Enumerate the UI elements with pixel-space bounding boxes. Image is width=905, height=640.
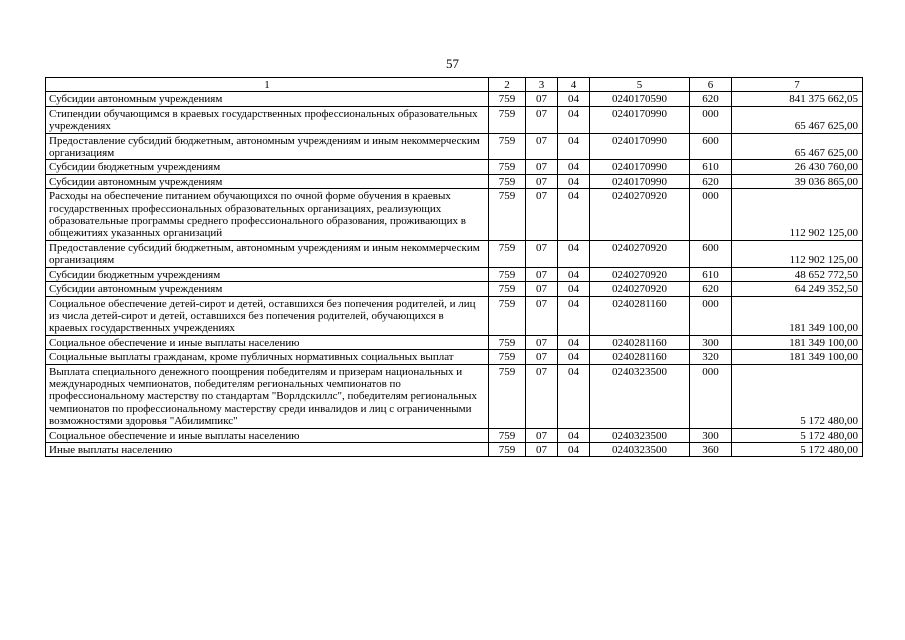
header-cell: 4 bbox=[558, 78, 590, 92]
description-cell: Расходы на обеспечение питанием обучающихся по очной форме обучения в краевых государственных профессиональных образовательных организациях, реализующих образовательные программы среднего профессионального образования, проживающих в общежитиях указанных организаций bbox=[46, 189, 489, 241]
target-article-cell: 0240281160 bbox=[590, 350, 690, 364]
table-row bbox=[46, 240, 863, 267]
description-cell: Социальное обеспечение и иные выплаты населению bbox=[46, 335, 489, 349]
subsection-cell: 04 bbox=[558, 350, 590, 364]
chapter-cell: 759 bbox=[489, 92, 526, 106]
subsection-cell: 04 bbox=[558, 442, 590, 456]
expense-type-cell: 360 bbox=[690, 442, 732, 456]
table-row bbox=[46, 92, 863, 106]
target-article-cell: 0240323500 bbox=[590, 442, 690, 456]
table-row bbox=[46, 174, 863, 188]
header-cell: 7 bbox=[732, 78, 863, 92]
amount-cell: 39 036 865,00 bbox=[732, 174, 863, 188]
table-row bbox=[46, 364, 863, 428]
chapter-cell: 759 bbox=[489, 160, 526, 174]
section-cell: 07 bbox=[526, 189, 558, 241]
section-cell: 07 bbox=[526, 267, 558, 281]
section-cell: 07 bbox=[526, 350, 558, 364]
section-cell: 07 bbox=[526, 106, 558, 133]
expense-type-cell: 000 bbox=[690, 106, 732, 133]
chapter-cell: 759 bbox=[489, 282, 526, 296]
subsection-cell: 04 bbox=[558, 240, 590, 267]
amount-cell: 26 430 760,00 bbox=[732, 160, 863, 174]
amount-cell: 841 375 662,05 bbox=[732, 92, 863, 106]
subsection-cell: 04 bbox=[558, 160, 590, 174]
header-cell: 3 bbox=[526, 78, 558, 92]
table-header-row bbox=[46, 78, 863, 92]
target-article-cell: 0240281160 bbox=[590, 296, 690, 335]
section-cell: 07 bbox=[526, 282, 558, 296]
chapter-cell: 759 bbox=[489, 442, 526, 456]
description-cell: Предоставление субсидий бюджетным, автономным учреждениям и иным некоммерческим организациям bbox=[46, 240, 489, 267]
target-article-cell: 0240170990 bbox=[590, 174, 690, 188]
amount-cell: 48 652 772,50 bbox=[732, 267, 863, 281]
target-article-cell: 0240170990 bbox=[590, 160, 690, 174]
table-row bbox=[46, 106, 863, 133]
amount-cell: 5 172 480,00 bbox=[732, 442, 863, 456]
budget-table bbox=[45, 77, 863, 457]
table-row bbox=[46, 296, 863, 335]
amount-cell: 181 349 100,00 bbox=[732, 335, 863, 349]
chapter-cell: 759 bbox=[489, 267, 526, 281]
subsection-cell: 04 bbox=[558, 189, 590, 241]
header-cell: 2 bbox=[489, 78, 526, 92]
expense-type-cell: 610 bbox=[690, 267, 732, 281]
section-cell: 07 bbox=[526, 296, 558, 335]
chapter-cell: 759 bbox=[489, 364, 526, 428]
section-cell: 07 bbox=[526, 240, 558, 267]
target-article-cell: 0240270920 bbox=[590, 189, 690, 241]
target-article-cell: 0240323500 bbox=[590, 428, 690, 442]
subsection-cell: 04 bbox=[558, 282, 590, 296]
chapter-cell: 759 bbox=[489, 174, 526, 188]
subsection-cell: 04 bbox=[558, 133, 590, 160]
description-cell: Стипендии обучающимся в краевых государственных профессиональных образовательных учреждениях bbox=[46, 106, 489, 133]
table-row bbox=[46, 267, 863, 281]
section-cell: 07 bbox=[526, 442, 558, 456]
target-article-cell: 0240323500 bbox=[590, 364, 690, 428]
subsection-cell: 04 bbox=[558, 267, 590, 281]
section-cell: 07 bbox=[526, 92, 558, 106]
expense-type-cell: 000 bbox=[690, 296, 732, 335]
page-number: 57 bbox=[446, 56, 459, 71]
section-cell: 07 bbox=[526, 160, 558, 174]
table-row bbox=[46, 335, 863, 349]
table-row bbox=[46, 428, 863, 442]
target-article-cell: 0240170990 bbox=[590, 133, 690, 160]
target-article-cell: 0240170990 bbox=[590, 106, 690, 133]
amount-cell: 112 902 125,00 bbox=[732, 240, 863, 267]
header-cell: 6 bbox=[690, 78, 732, 92]
description-cell: Выплата специального денежного поощрения победителям и призерам национальных и международных чемпионатов, победителям региональных чемпионатов по профессиональному мастерству по стандартам "Ворлдскиллс", победителям региональных чемпионатов по профессиональному мастерству среди инвалидов и лиц с ограниченными возможностями здоровья "Абилимпикс" bbox=[46, 364, 489, 428]
chapter-cell: 759 bbox=[489, 296, 526, 335]
table-row bbox=[46, 442, 863, 456]
subsection-cell: 04 bbox=[558, 106, 590, 133]
expense-type-cell: 300 bbox=[690, 335, 732, 349]
table-row bbox=[46, 350, 863, 364]
subsection-cell: 04 bbox=[558, 174, 590, 188]
table-row bbox=[46, 189, 863, 241]
amount-cell: 5 172 480,00 bbox=[732, 364, 863, 428]
chapter-cell: 759 bbox=[489, 350, 526, 364]
target-article-cell: 0240270920 bbox=[590, 267, 690, 281]
description-cell: Субсидии автономным учреждениям bbox=[46, 174, 489, 188]
expense-type-cell: 320 bbox=[690, 350, 732, 364]
expense-type-cell: 600 bbox=[690, 133, 732, 160]
table-row bbox=[46, 160, 863, 174]
section-cell: 07 bbox=[526, 428, 558, 442]
subsection-cell: 04 bbox=[558, 92, 590, 106]
expense-type-cell: 620 bbox=[690, 174, 732, 188]
subsection-cell: 04 bbox=[558, 296, 590, 335]
subsection-cell: 04 bbox=[558, 335, 590, 349]
description-cell: Иные выплаты населению bbox=[46, 442, 489, 456]
description-cell: Субсидии автономным учреждениям bbox=[46, 282, 489, 296]
target-article-cell: 0240170590 bbox=[590, 92, 690, 106]
expense-type-cell: 620 bbox=[690, 92, 732, 106]
description-cell: Субсидии бюджетным учреждениям bbox=[46, 160, 489, 174]
expense-type-cell: 300 bbox=[690, 428, 732, 442]
amount-cell: 112 902 125,00 bbox=[732, 189, 863, 241]
amount-cell: 181 349 100,00 bbox=[732, 350, 863, 364]
table-row bbox=[46, 282, 863, 296]
amount-cell: 181 349 100,00 bbox=[732, 296, 863, 335]
header-cell: 5 bbox=[590, 78, 690, 92]
expense-type-cell: 620 bbox=[690, 282, 732, 296]
section-cell: 07 bbox=[526, 174, 558, 188]
header-cell: 1 bbox=[46, 78, 489, 92]
expense-type-cell: 610 bbox=[690, 160, 732, 174]
expense-type-cell: 000 bbox=[690, 364, 732, 428]
section-cell: 07 bbox=[526, 364, 558, 428]
amount-cell: 65 467 625,00 bbox=[732, 106, 863, 133]
chapter-cell: 759 bbox=[489, 106, 526, 133]
section-cell: 07 bbox=[526, 335, 558, 349]
chapter-cell: 759 bbox=[489, 240, 526, 267]
description-cell: Социальное обеспечение детей-сирот и детей, оставшихся без попечения родителей, и лиц из числа детей-сирот и детей, оставшихся без попечения родителей, обучающихся в краевых государственных учреждениях bbox=[46, 296, 489, 335]
section-cell: 07 bbox=[526, 133, 558, 160]
amount-cell: 65 467 625,00 bbox=[732, 133, 863, 160]
chapter-cell: 759 bbox=[489, 133, 526, 160]
target-article-cell: 0240270920 bbox=[590, 282, 690, 296]
description-cell: Социальные выплаты гражданам, кроме публичных нормативных социальных выплат bbox=[46, 350, 489, 364]
description-cell: Субсидии бюджетным учреждениям bbox=[46, 267, 489, 281]
chapter-cell: 759 bbox=[489, 335, 526, 349]
subsection-cell: 04 bbox=[558, 428, 590, 442]
expense-type-cell: 000 bbox=[690, 189, 732, 241]
budget-table-body bbox=[46, 78, 863, 457]
amount-cell: 64 249 352,50 bbox=[732, 282, 863, 296]
amount-cell: 5 172 480,00 bbox=[732, 428, 863, 442]
target-article-cell: 0240270920 bbox=[590, 240, 690, 267]
description-cell: Социальное обеспечение и иные выплаты населению bbox=[46, 428, 489, 442]
description-cell: Предоставление субсидий бюджетным, автономным учреждениям и иным некоммерческим организациям bbox=[46, 133, 489, 160]
target-article-cell: 0240281160 bbox=[590, 335, 690, 349]
description-cell: Субсидии автономным учреждениям bbox=[46, 92, 489, 106]
table-row bbox=[46, 133, 863, 160]
expense-type-cell: 600 bbox=[690, 240, 732, 267]
chapter-cell: 759 bbox=[489, 428, 526, 442]
subsection-cell: 04 bbox=[558, 364, 590, 428]
chapter-cell: 759 bbox=[489, 189, 526, 241]
